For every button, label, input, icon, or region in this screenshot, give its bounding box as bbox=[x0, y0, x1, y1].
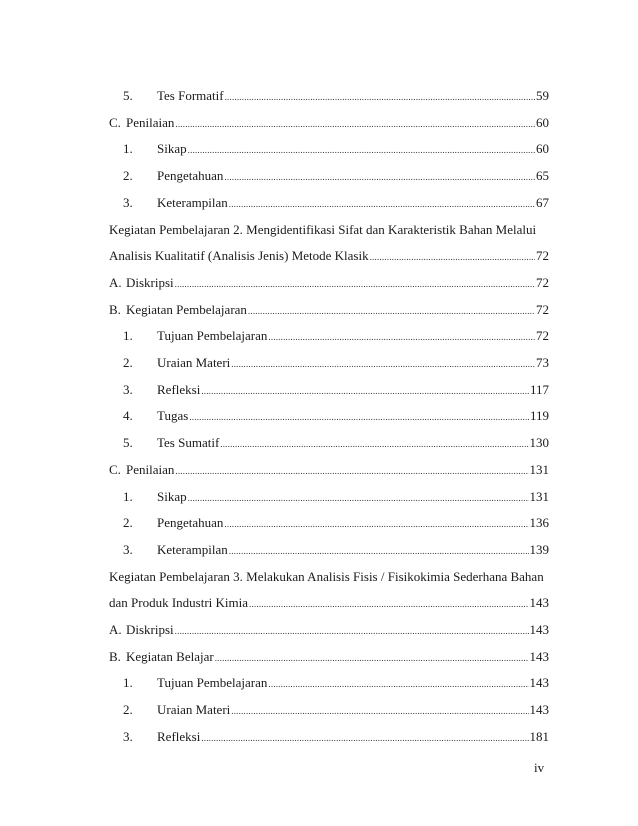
toc-entry-title: Sikap bbox=[157, 489, 187, 504]
toc-entry-title: Pengetahuan bbox=[157, 168, 224, 183]
toc-entry-page: 143 bbox=[529, 702, 549, 717]
toc-entry[interactable] bbox=[123, 701, 549, 719]
toc-entry-title: Uraian Materi bbox=[157, 702, 231, 717]
toc-entry[interactable] bbox=[123, 194, 549, 212]
toc-entry[interactable] bbox=[123, 674, 549, 692]
toc-entry-title: Keterampilan bbox=[157, 195, 228, 210]
toc-entry-page: 72 bbox=[536, 302, 549, 317]
toc-entry-title: Tujuan Pembelajaran bbox=[157, 675, 268, 690]
toc-entry-title: Pengetahuan bbox=[157, 515, 224, 530]
toc-entry-page: 72 bbox=[536, 328, 549, 343]
toc-entry[interactable] bbox=[123, 87, 549, 105]
toc-entry-number: A. bbox=[109, 275, 122, 290]
toc-entry-number: 1. bbox=[123, 328, 133, 343]
toc-entry[interactable] bbox=[123, 514, 549, 532]
toc-entry-title: Sikap bbox=[157, 141, 187, 156]
page-number: iv bbox=[534, 760, 545, 775]
toc-entry-number: 2. bbox=[123, 515, 133, 530]
toc-leader-dots bbox=[224, 168, 535, 186]
toc-leader-dots bbox=[175, 115, 535, 133]
toc-leader-dots bbox=[188, 489, 529, 507]
toc-entry[interactable] bbox=[109, 247, 549, 265]
toc-entry[interactable] bbox=[123, 381, 549, 399]
toc-entry-page: 131 bbox=[529, 462, 549, 477]
toc-entry-page: 73 bbox=[536, 355, 549, 370]
toc-entry-number: 2. bbox=[123, 355, 133, 370]
toc-entry[interactable] bbox=[109, 568, 549, 586]
toc-entry[interactable] bbox=[123, 434, 549, 452]
toc-entry-page: 131 bbox=[529, 489, 549, 504]
toc-entry[interactable] bbox=[109, 648, 549, 666]
toc-entry[interactable] bbox=[109, 301, 549, 319]
toc-entry-page: 60 bbox=[536, 141, 549, 156]
toc-entry[interactable] bbox=[123, 488, 549, 506]
toc-entry-page: 65 bbox=[536, 168, 549, 183]
toc-entry-number: 1. bbox=[123, 141, 133, 156]
toc-entry-title: Kegiatan Belajar bbox=[126, 649, 214, 664]
toc-entry-number: 1. bbox=[123, 675, 133, 690]
toc-leader-dots bbox=[201, 382, 529, 400]
toc-entry-title: Kegiatan Pembelajaran 2. Mengidentifikasi Sifat dan Karakteristik Bahan Melalui bbox=[109, 222, 537, 237]
toc-leader-dots bbox=[175, 622, 529, 640]
toc-entry-title: Refleksi bbox=[157, 382, 201, 397]
toc-leader-dots bbox=[175, 275, 535, 293]
toc-leader-dots bbox=[268, 328, 535, 346]
toc-entry-page: 139 bbox=[529, 542, 549, 557]
toc-entry-title: Diskripsi bbox=[126, 275, 174, 290]
toc-entry-title: Kegiatan Pembelajaran bbox=[126, 302, 247, 317]
toc-leader-dots bbox=[224, 515, 528, 533]
toc-leader-dots bbox=[189, 408, 529, 426]
toc-leader-dots bbox=[215, 649, 529, 667]
toc-entry-number: 5. bbox=[123, 435, 133, 450]
toc-entry-title: Refleksi bbox=[157, 729, 201, 744]
toc-leader-dots bbox=[229, 542, 529, 560]
toc-entry-number: 1. bbox=[123, 489, 133, 504]
toc-entry-number: B. bbox=[109, 302, 121, 317]
toc-entry-page: 72 bbox=[536, 275, 549, 290]
toc-leader-dots bbox=[225, 88, 535, 106]
toc-entry-page: 60 bbox=[536, 115, 549, 130]
toc-entry[interactable] bbox=[123, 140, 549, 158]
toc-leader-dots bbox=[249, 595, 528, 613]
toc-entry-page: 143 bbox=[529, 622, 549, 637]
toc-leader-dots bbox=[188, 141, 535, 159]
toc-leader-dots bbox=[231, 702, 528, 720]
toc-entry-title: Analisis Kualitatif (Analisis Jenis) Metode Klasik bbox=[109, 248, 369, 263]
toc-leader-dots bbox=[229, 195, 535, 213]
toc-entry-page: 59 bbox=[536, 88, 549, 103]
toc-entry-title: Uraian Materi bbox=[157, 355, 231, 370]
toc-leader-dots bbox=[370, 248, 535, 266]
toc-entry[interactable] bbox=[109, 274, 549, 292]
toc-entry-page: 143 bbox=[529, 675, 549, 690]
toc-entry-page: 72 bbox=[536, 248, 549, 263]
toc-entry-title: Tes Formatif bbox=[157, 88, 224, 103]
toc-entry-number: C. bbox=[109, 462, 121, 477]
toc-entry-number: C. bbox=[109, 115, 121, 130]
toc-entry[interactable] bbox=[109, 621, 549, 639]
toc-leader-dots bbox=[248, 302, 535, 320]
toc-entry-page: 181 bbox=[529, 729, 549, 744]
toc-entry-number: 4. bbox=[123, 408, 133, 423]
toc-leader-dots bbox=[231, 355, 535, 373]
toc-entry-page: 143 bbox=[529, 595, 549, 610]
toc-entry[interactable] bbox=[123, 327, 549, 345]
toc-entry-number: 5. bbox=[123, 88, 133, 103]
toc-entry[interactable] bbox=[123, 167, 549, 185]
toc-entry-title: Penilaian bbox=[126, 462, 175, 477]
toc-entry-title: Diskripsi bbox=[126, 622, 174, 637]
toc-entry-title: Penilaian bbox=[126, 115, 175, 130]
toc-entry-page: 136 bbox=[529, 515, 549, 530]
toc-entry-title: Tujuan Pembelajaran bbox=[157, 328, 268, 343]
toc-entry[interactable] bbox=[123, 407, 549, 425]
toc-entry-number: A. bbox=[109, 622, 122, 637]
toc-entry-title: dan Produk Industri Kimia bbox=[109, 595, 249, 610]
toc-entry-number: 3. bbox=[123, 542, 133, 557]
toc-entry-page: 117 bbox=[529, 382, 549, 397]
toc-entry[interactable] bbox=[109, 461, 549, 479]
toc-entry-number: 2. bbox=[123, 168, 133, 183]
toc-leader-dots bbox=[220, 435, 528, 453]
toc-entry-number: 3. bbox=[123, 195, 133, 210]
toc-entry[interactable] bbox=[109, 594, 549, 612]
toc-entry-page: 143 bbox=[529, 649, 549, 664]
toc-entry-title: Tes Sumatif bbox=[157, 435, 220, 450]
toc-entry-page: 119 bbox=[529, 408, 549, 423]
toc-entry-number: 2. bbox=[123, 702, 133, 717]
toc-entry-page: 130 bbox=[529, 435, 549, 450]
toc-entry-number: 3. bbox=[123, 729, 133, 744]
toc-leader-dots bbox=[268, 675, 528, 693]
toc-entry[interactable] bbox=[109, 114, 549, 132]
toc-leader-dots bbox=[175, 462, 528, 480]
toc-entry[interactable] bbox=[123, 728, 549, 746]
toc-entry[interactable] bbox=[109, 221, 549, 239]
toc-entry[interactable] bbox=[123, 541, 549, 559]
toc-entry-title: Keterampilan bbox=[157, 542, 228, 557]
toc-entry-title: Tugas bbox=[157, 408, 189, 423]
toc-leader-dots bbox=[201, 729, 528, 747]
toc-entry-title: Kegiatan Pembelajaran 3. Melakukan Analisis Fisis / Fisikokimia Sederhana Bahan bbox=[109, 569, 544, 584]
toc-entry-number: B. bbox=[109, 649, 121, 664]
toc-entry-number: 3. bbox=[123, 382, 133, 397]
toc-entry[interactable] bbox=[123, 354, 549, 372]
toc-entry-page: 67 bbox=[536, 195, 549, 210]
